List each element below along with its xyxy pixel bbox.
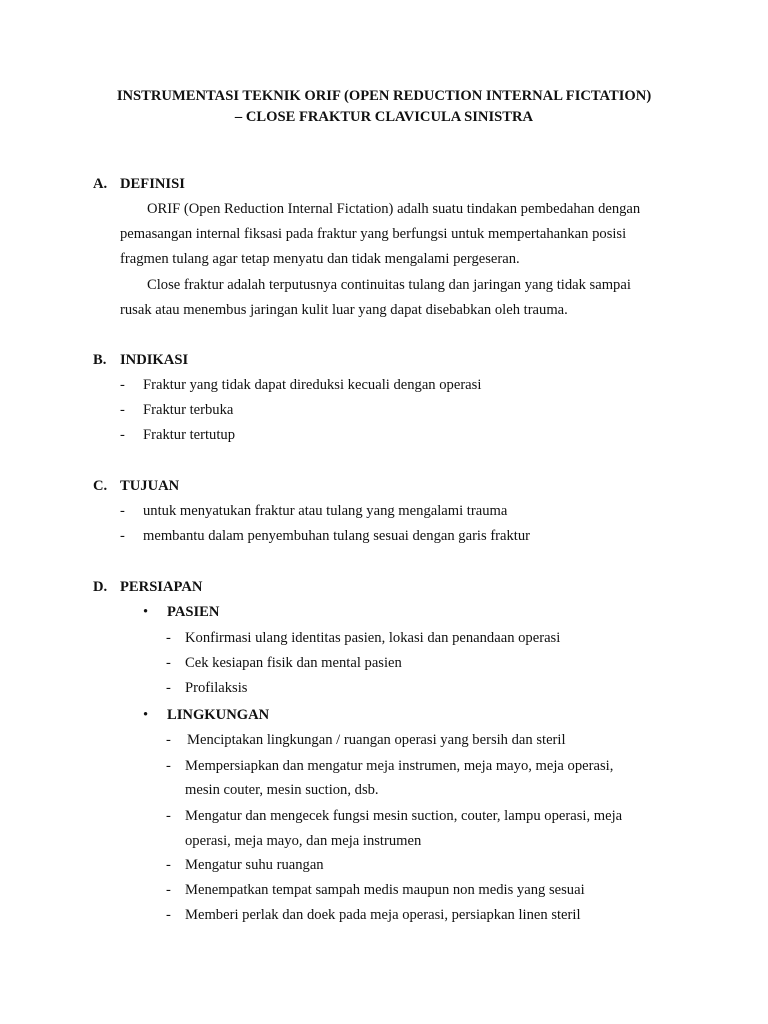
section-c-heading: [93, 478, 179, 495]
title-line-1: INSTRUMENTASI TEKNIK ORIF (OPEN REDUCTION INTERNAL FICTATION): [116, 88, 652, 104]
lingkungan-label: LINGKUNGAN: [167, 707, 270, 723]
lingkungan-item-2: Mempersiapkan dan mengatur meja instrumen, meja mayo, meja operasi,: [185, 758, 614, 774]
dash-marker: -: [166, 680, 171, 696]
lingkungan-item-4: Mengatur suhu ruangan: [185, 857, 324, 873]
tujuan-item-2: membantu dalam penyembuhan tulang sesuai dengan garis fraktur: [143, 528, 531, 544]
section-d-heading: [93, 579, 202, 596]
lingkungan-item-3-cont: operasi, meja mayo, dan meja instrumen: [185, 833, 422, 849]
section-d-title: PERSIAPAN: [120, 579, 203, 595]
lingkungan-item-5: Menempatkan tempat sampah medis maupun non medis yang sesuai: [185, 882, 585, 898]
section-b-letter: B.: [93, 352, 107, 368]
section-b-title: INDIKASI: [120, 352, 189, 368]
dash-marker: -: [166, 655, 171, 671]
subsection-lingkungan: [143, 707, 269, 724]
definisi-line-2: pemasangan internal fiksasi pada fraktur yang berfungsi untuk mempertahankan posisi: [120, 226, 627, 242]
dash-marker: -: [120, 427, 125, 443]
definisi-line-1: ORIF (Open Reduction Internal Fictation) adalh suatu tindakan pembedahan dengan: [147, 201, 641, 217]
dash-marker: -: [166, 808, 171, 824]
lingkungan-item-3: Mengatur dan mengecek fungsi mesin suction, couter, lampu operasi, meja: [185, 808, 623, 824]
section-d-letter: D.: [93, 579, 108, 595]
document-title: [60, 86, 708, 128]
indikasi-item-2: Fraktur terbuka: [143, 402, 234, 418]
tujuan-item-1: untuk menyatukan fraktur atau tulang yang mengalami trauma: [143, 503, 508, 519]
bullet-marker: •: [143, 604, 149, 620]
section-a-heading: [93, 176, 185, 193]
section-a-letter: A.: [93, 176, 108, 192]
dash-marker: -: [120, 528, 125, 544]
pasien-item-2: Cek kesiapan fisik dan mental pasien: [185, 655, 402, 671]
dash-marker: -: [120, 402, 125, 418]
section-a-title: DEFINISI: [120, 176, 185, 192]
section-c-title: TUJUAN: [120, 478, 180, 494]
pasien-item-1: Konfirmasi ulang identitas pasien, lokasi dan penandaan operasi: [185, 630, 561, 646]
bullet-marker: •: [143, 707, 149, 723]
dash-marker: -: [120, 377, 125, 393]
pasien-item-3: Profilaksis: [185, 680, 248, 696]
dash-marker: -: [166, 732, 171, 748]
definisi-line-5: rusak atau menembus jaringan kulit luar yang dapat disebabkan oleh trauma.: [120, 302, 568, 318]
lingkungan-item-1: Menciptakan lingkungan / ruangan operasi yang bersih dan steril: [187, 732, 566, 748]
dash-marker: -: [166, 907, 171, 923]
lingkungan-item-6: Memberi perlak dan doek pada meja operasi, persiapkan linen steril: [185, 907, 581, 923]
pasien-label: PASIEN: [167, 604, 220, 620]
dash-marker: -: [166, 630, 171, 646]
definisi-line-3: fragmen tulang agar tetap menyatu dan tidak mengalami pergeseran.: [120, 251, 520, 267]
dash-marker: -: [166, 857, 171, 873]
title-line-2: – CLOSE FRAKTUR CLAVICULA SINISTRA: [234, 109, 534, 125]
dash-marker: -: [166, 758, 171, 774]
subsection-pasien: [143, 604, 219, 621]
section-b-heading: [93, 352, 188, 369]
definisi-line-4: Close fraktur adalah terputusnya continuitas tulang dan jaringan yang tidak sampai: [147, 277, 631, 293]
dash-marker: -: [166, 882, 171, 898]
lingkungan-item-2-cont: mesin couter, mesin suction, dsb.: [185, 782, 379, 798]
indikasi-item-1: Fraktur yang tidak dapat direduksi kecuali dengan operasi: [143, 377, 482, 393]
section-c-letter: C.: [93, 478, 108, 494]
indikasi-item-3: Fraktur tertutup: [143, 427, 236, 443]
dash-marker: -: [120, 503, 125, 519]
